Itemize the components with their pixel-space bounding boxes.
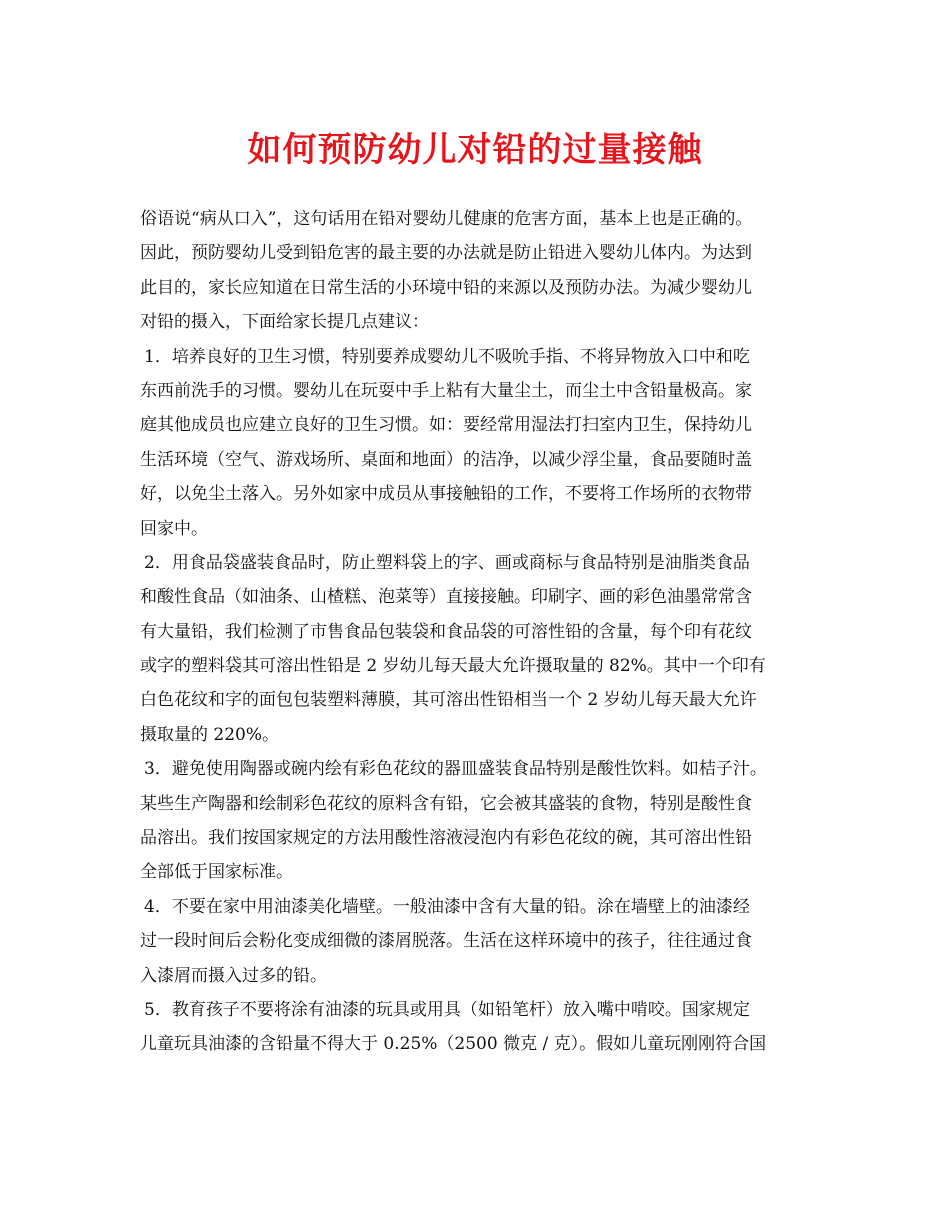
text-line: 和酸性食品（如油条、山楂糕、泡菜等）直接接触。印刷字、画的彩色油墨常常含 (140, 587, 752, 608)
document-body (140, 202, 840, 1062)
text-line: 或字的塑料袋其可溶出性铅是 2 岁幼儿每天最大允许摄取量的 82%。其中一个印有 (140, 656, 766, 677)
text-line: 东西前洗手的习惯。婴幼儿在玩耍中手上粘有大量尘土，而尘土中含铅量极高。家 (140, 380, 752, 401)
list-item-2-line: 2．用食品袋盛装食品时，防止塑料袋上的字、画或商标与食品特别是油脂类食品 (144, 552, 750, 573)
text-line: 好，以免尘土落入。另外如家中成员从事接触铅的工作，不要将工作场所的衣物带 (140, 484, 752, 505)
list-item-1-line: 1．培养良好的卫生习惯，特别要养成婴幼儿不吸吮手指、不将异物放入口中和吃 (144, 346, 750, 367)
text-line: 庭其他成员也应建立良好的卫生习惯。如：要经常用湿法打扫室内卫生，保持幼儿 (140, 415, 752, 436)
text-line: 儿童玩具油漆的含铅量不得大于 0.25%（2500 微克 / 克）。假如儿童玩刚刚符合国 (140, 1034, 767, 1055)
text-line: 品溶出。我们按国家规定的方法用酸性溶液浸泡内有彩色花纹的碗，其可溶出性铅 (140, 828, 752, 849)
text-line: 因此，预防婴幼儿受到铅危害的最主要的办法就是防止铅进入婴幼儿体内。为达到 (140, 243, 752, 264)
text-line: 回家中。 (140, 518, 208, 539)
text-line: 生活环境（空气、游戏场所、桌面和地面）的洁净，以减少浮尘量，食品要随时盖 (140, 449, 752, 470)
text-line: 某些生产陶器和绘制彩色花纹的原料含有铅，它会被其盛装的食物，特别是酸性食 (140, 793, 752, 814)
text-line: 白色花纹和字的面包包装塑料薄膜，其可溶出性铅相当一个 2 岁幼儿每天最大允许 (140, 690, 757, 711)
text-line: 摄取量的 220%。 (140, 724, 280, 745)
list-item-3-line: 3．避免使用陶器或碗内绘有彩色花纹的器皿盛装食品特别是酸性饮料。如桔子汁。 (144, 759, 767, 780)
text-line: 此目的，家长应知道在日常生活的小环境中铅的来源以及预防办法。为减少婴幼儿 (140, 277, 752, 298)
list-item-5-line: 5．教育孩子不要将涂有油漆的玩具或用具（如铅笔杆）放入嘴中啃咬。国家规定 (144, 999, 750, 1020)
text-line: 俗语说“病从口入”，这句话用在铅对婴幼儿健康的危害方面，基本上也是正确的。 (140, 209, 753, 229)
text-line: 过一段时间后会粉化变成细微的漆屑脱落。生活在这样环境中的孩子，往往通过食 (140, 931, 752, 952)
text-line: 对铅的摄入，下面给家长提几点建议： (140, 312, 429, 333)
text-line: 全部低于国家标准。 (140, 862, 293, 883)
text-line: 入漆屑而摄入过多的铅。 (140, 965, 327, 986)
document-title: 如何预防幼儿对铅的过量接触 (247, 130, 703, 170)
text-line: 有大量铅，我们检测了市售食品包装袋和食品袋的可溶性铅的含量，每个印有花纹 (140, 621, 752, 642)
list-item-4-line: 4．不要在家中用油漆美化墙壁。一般油漆中含有大量的铅。涂在墙壁上的油漆经 (144, 896, 750, 917)
